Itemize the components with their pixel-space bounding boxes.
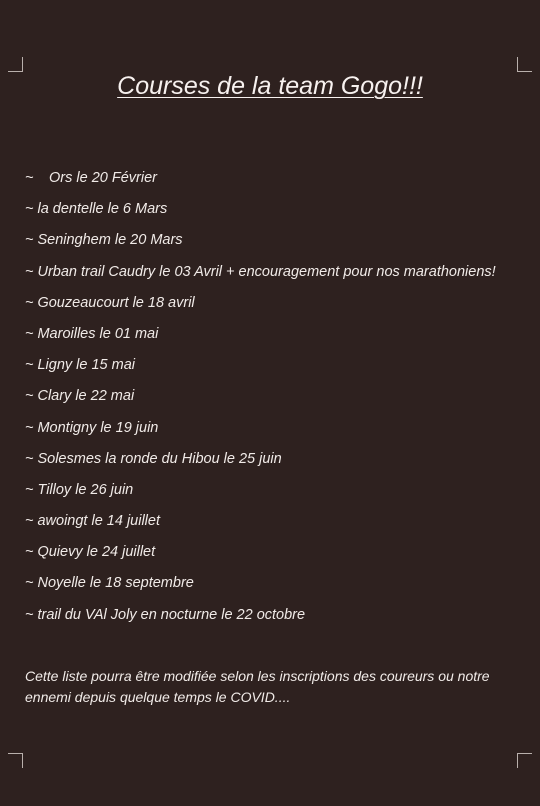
list-item [25,199,496,230]
tilde-bullet: ~ [25,450,34,467]
race-text: Maroilles le 01 mai [37,325,159,342]
race-text: Quievy le 24 juillet [37,544,156,561]
tilde-bullet: ~ [25,575,34,592]
list-item [25,386,496,417]
race-text: awoingt le 14 juillet [37,513,160,530]
tilde-bullet: ~ [25,544,34,561]
tilde-bullet: ~ [25,232,34,249]
list-item [25,511,496,542]
tilde-bullet: ~ [25,357,34,374]
tilde-bullet: ~ [25,294,34,311]
list-item [25,355,496,386]
list-item [25,449,496,480]
race-text: Tilloy le 26 juin [37,481,134,498]
race-text: Ors le 20 Février [49,170,157,186]
list-item [25,168,496,199]
list-item [25,230,496,261]
race-text: Montigny le 19 juin [37,419,159,436]
crop-mark-bottom-left [8,753,23,768]
tilde-bullet: ~ [25,606,34,623]
race-list [25,168,496,636]
crop-mark-bottom-right [517,753,532,768]
list-item [25,605,496,636]
crop-mark-top-left [8,57,23,72]
race-text: Clary le 22 mai [37,388,135,405]
tilde-bullet: ~ [25,419,34,436]
tilde-bullet: ~ [25,513,34,530]
tilde-bullet: ~ [25,481,34,498]
list-item [25,542,496,573]
tilde-bullet: ~ [25,201,34,218]
list-item [25,262,496,293]
race-text: Seninghem le 20 Mars [37,232,183,249]
race-text: Ligny le 15 mai [37,357,135,374]
list-item [25,480,496,511]
crop-mark-top-right [517,57,532,72]
race-text: Gouzeaucourt le 18 avril [37,294,195,311]
tilde-bullet: ~ [25,325,34,342]
list-item [25,324,496,355]
list-item [25,573,496,604]
list-item [25,418,496,449]
race-text: Solesmes la ronde du Hibou le 25 juin [37,450,282,467]
race-text: Noyelle le 18 septembre [37,575,194,592]
list-item [25,293,496,324]
tilde-bullet: ~ [25,263,34,280]
race-text: Urban trail Caudry le 03 Avril + encouragement pour nos marathoniens! [37,263,496,280]
tilde-bullet: ~ [25,170,34,186]
tilde-bullet: ~ [25,388,34,405]
race-text: la dentelle le 6 Mars [37,201,168,218]
race-text: trail du VAl Joly en nocturne le 22 octobre [37,606,306,623]
page-title: Courses de la team Gogo!!! [117,72,423,100]
footnote: Cette liste pourra être modifiée selon les inscriptions des coureurs ou notre ennemi depuis quelque temps le COVID.... [25,668,490,705]
